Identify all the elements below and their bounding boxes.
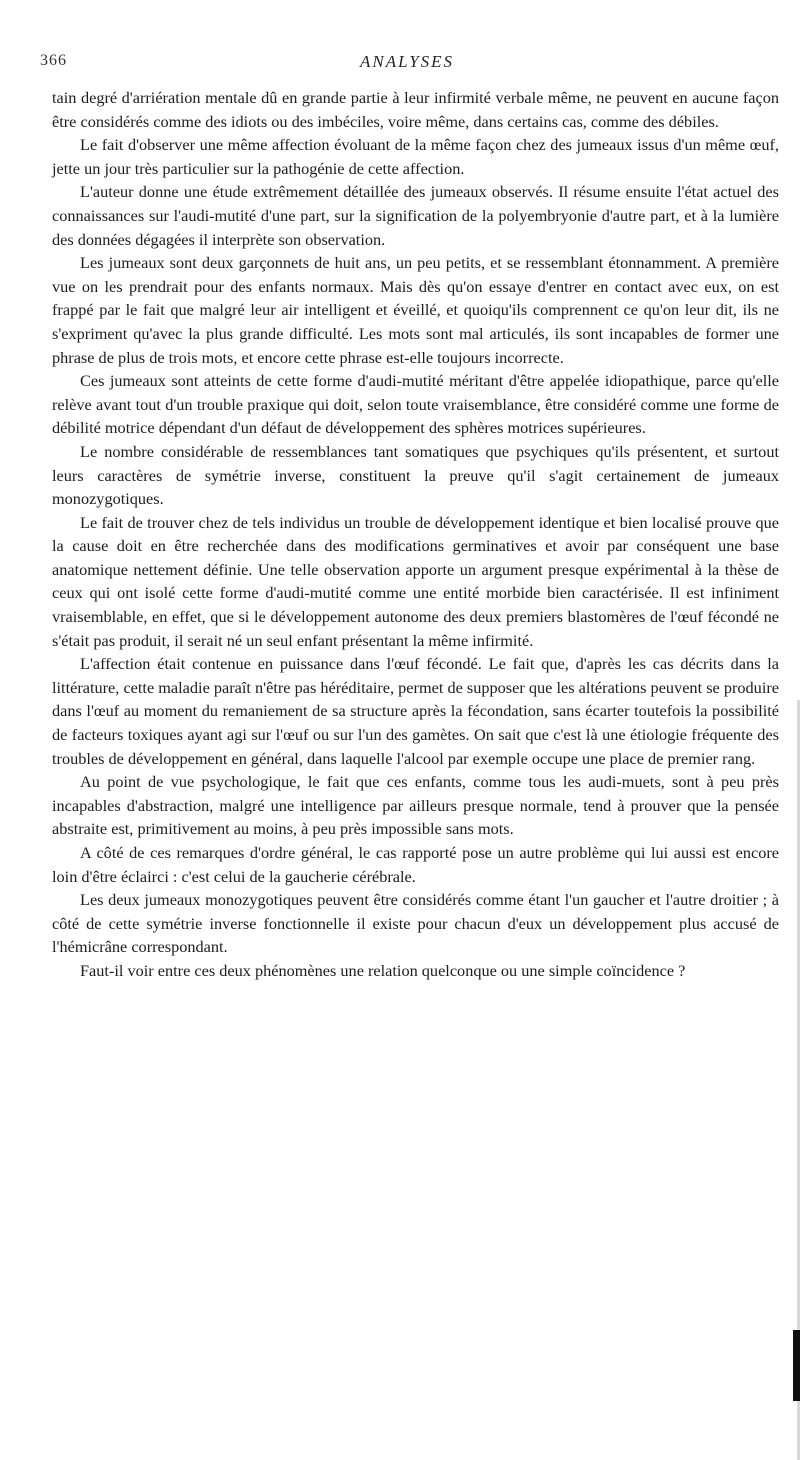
paragraph: Le nombre considérable de ressemblances tant somatiques que psychiques qu'ils présentent, et surtout leurs caractères de symétrie inverse, constituent la preuve qu'il s'agit certainement de jumeaux monozygotiques. (52, 441, 779, 509)
section-title: ANALYSES (359, 52, 455, 71)
paragraph: L'auteur donne une étude extrêmement détaillée des jumeaux observés. Il résume ensuite l'état actuel des connaissances sur l'audi-mutité d'une part, sur la signification de la polyembryonie d'autre part, et à la lumière des données dégagées il interprète son observation. (52, 182, 779, 249)
paragraph: L'affection était contenue en puissance dans l'œuf fécondé. Le fait que, d'après les cas décrits dans la littérature, cette maladie paraît n'être pas héréditaire, permet de supposer que les altérations peuvent se produire dans l'œuf au moment du remaniement de sa structure après la fécondation, sans écarter toutefois la possibilité de facteurs toxiques ayant agi sur l'œuf ou sur l'un des gamètes. On sait que c'est là une étiologie fréquente des troubles de développement en général, dans laquelle l'alcool par exemple occupe une place de premier rang. (52, 654, 779, 768)
page-number: 366 (40, 52, 67, 69)
paragraph: Au point de vue psychologique, le fait que ces enfants, comme tous les audi-muets, sont à peu près incapables d'abstraction, malgré une intelligence par ailleurs presque normale, tend à prouver que la pensée abstraite est, primitivement au moins, à peu près impossible sans mots. (52, 772, 779, 839)
paragraph: Le fait de trouver chez de tels individus un trouble de développement identique et bien localisé prouve que la cause doit en être recherchée dans des modifications germinatives et avoir par conséquent une base anatomique nettement définie. Une telle observation apporte un argument presque expérimental à la thèse de ceux qui ont isolé cette forme d'audi-mutité comme une entité morbide bien caractérisée. Il est infiniment vraisemblable, en effet, que si le développement autonome des deux premiers blastomères de l'œuf fécondé ne s'était pas produit, il serait né un seul enfant présentant la même infirmité. (52, 512, 779, 650)
running-head (32, 52, 782, 76)
paragraph: Les deux jumeaux monozygotiques peuvent être considérés comme étant l'un gaucher et l'autre droitier ; à côté de cette symétrie inverse fonctionnelle il existe pour chacun d'eux un développement plus accusé de l'hémicrâne correspondant. (52, 890, 779, 957)
paragraph: Les jumeaux sont deux garçonnets de huit ans, un peu petits, et se ressemblant étonnamment. A première vue on les prendrait pour des enfants normaux. Mais dès qu'on essaye d'entrer en contact avec eux, on est frappé par le fait que malgré leur air intelligent et éveillé, et quoiqu'ils comprennent ce qu'on leur dit, ils ne s'expriment qu'avec la plus grande difficulté. Les mots sont mal articulés, ils sont incapables de former une phrase de plus de trois mots, et encore cette phrase est-elle toujours incorrecte. (52, 253, 779, 367)
article-body (52, 86, 779, 983)
paragraph: Le fait d'observer une même affection évoluant de la même façon chez des jumeaux issus d'un même œuf, jette un jour très particulier sur la pathogénie de cette affection. (52, 135, 779, 178)
page-edge-binding (793, 1330, 800, 1401)
paragraph-continuation: tain degré d'arriération mentale dû en grande partie à leur infirmité verbale même, ne peuvent en aucune façon être considérés comme des idiots ou des imbéciles, voire même, dans certains cas, comme des débiles. (52, 88, 779, 131)
paragraph: Ces jumeaux sont atteints de cette forme d'audi-mutité méritant d'être appelée idiopathique, parce qu'elle relève avant tout d'un trouble praxique qui doit, selon toute vraisemblance, être considéré comme une forme de débilité motrice dépendant d'un défaut de développement des sphères motrices supérieures. (52, 371, 779, 438)
paragraph: Faut-il voir entre ces deux phénomènes une relation quelconque ou une simple coïncidence ? (80, 960, 686, 980)
paragraph: A côté de ces remarques d'ordre général, le cas rapporté pose un autre problème qui lui aussi est encore loin d'être éclairci : c'est celui de la gaucherie cérébrale. (52, 843, 779, 886)
